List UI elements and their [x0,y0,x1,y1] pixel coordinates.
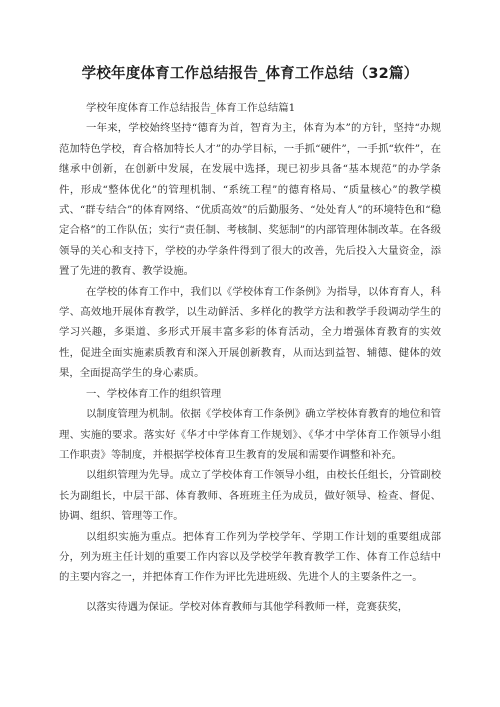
paragraph: 在学校的体育工作中，我们以《学校体育工作条例》为指导，以体育育人，科学、高效地开展体育教学，以生动鲜活、多样化的教学方法和教学手段调动学生的学习兴趣，多渠道、多形式开展丰富多彩的体育活动，全力增强体育教育的实效性，促进全面实施素质教育和深入开展创新教育，从而达到益智、辅德、健体的效果，全面提高学生的身心素质。 [59,285,441,380]
section-subtitle: 学校年度体育工作总结报告_体育工作总结篇1 [86,102,296,114]
paragraph: 以组织实施为重点。把体育工作列为学校学年、学期工作计划的重要组成部分，列为班主任计划的重要工作内容以及学校学年教育教学工作、体育工作总结中的主要内容之一，并把体育工作作为评比先进班级、先进个人的主要条件之一。 [59,530,441,584]
section-heading: 一、学校体育工作的组织管理 [86,387,222,400]
paragraph: 一年来，学校始终坚持“德育为首，智育为主，体育为本”的方针，坚持“办规范加特色学校，育合格加特长人才”的办学目标，一手抓“硬件”，一手抓“软件”，在继承中创新，在创新中发展，在发展中选择，现已初步具备“基本规范”的办学条件，形成“整体优化”的管理机制、“系统工程”的德育格局、“质量核心”的教学模式、“群专结合”的体育网络、“优质高效”的后勤服务、“处处育人”的环境特色和“稳定合格”的工作队伍；实行“责任制、考核制、奖惩制”的内部管理体制改革。在各级领导的关心和支持下，学校的办学条件得到了很大的改善，先后投入大量资金，添置了先进的教育、教学设施。 [59,122,441,278]
paragraph: 以制度管理为机制。依据《学校体育工作条例》确立学校体育教育的地位和管理、实施的要求。落实好《华才中学体育工作规划》、《华才中学体育工作领导小组工作职责》等制度，并根据学校体育卫生教育的发展和需要作调整和补充。 [59,408,441,461]
document-title: 学校年度体育工作总结报告_体育工作总结（32篇） [81,66,419,82]
paragraph: 以组织管理为先导。成立了学校体育工作领导小组，由校长任组长，分管副校长为副组长，中层干部、体育教师、各班班主任为成员，做好领导、检查、督促、协调、组织、管理等工作。 [59,469,441,523]
document-body [59,98,441,617]
paragraph: 以落实待遇为保证。学校对体育教师与其他学科教师一样，竞赛获奖， [86,600,409,613]
